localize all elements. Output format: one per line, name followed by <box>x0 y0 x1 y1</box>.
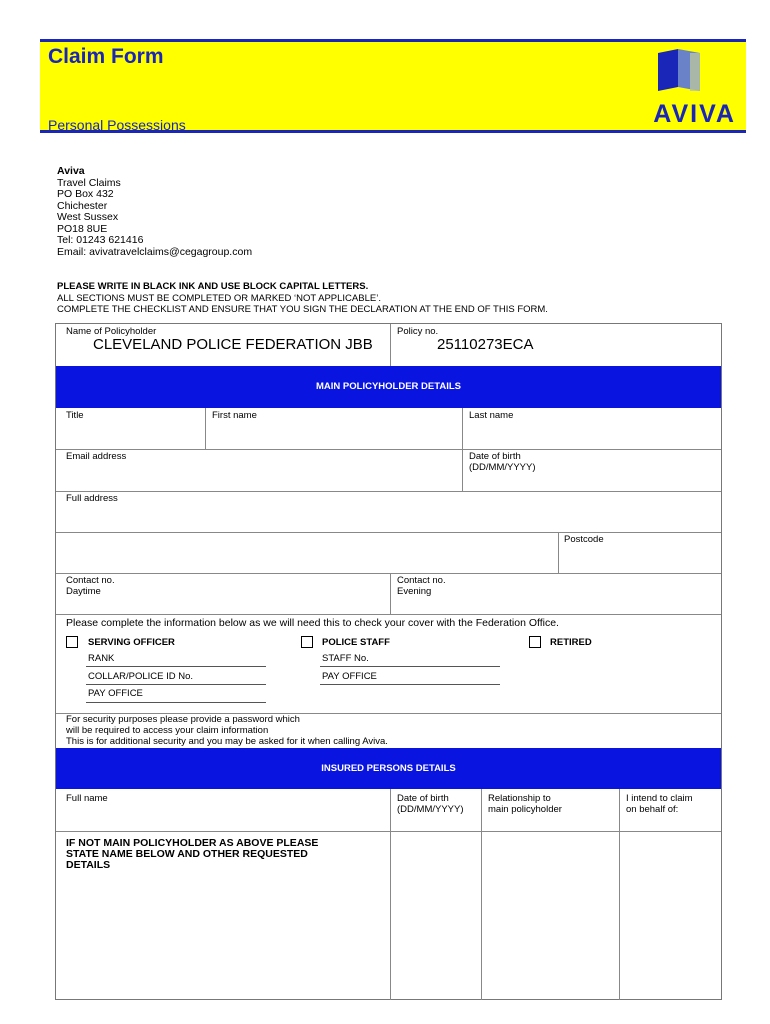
collar-id-field[interactable] <box>86 684 266 685</box>
form-header <box>40 39 746 133</box>
address-company: Aviva <box>57 165 85 177</box>
contact-daytime-sub: Daytime <box>66 586 101 597</box>
first-name-label: First name <box>212 410 257 421</box>
address-line: PO18 8UE <box>57 222 108 235</box>
row-divider <box>56 491 721 492</box>
divider <box>390 789 391 1000</box>
address-line: Travel Claims <box>57 176 121 189</box>
row-divider <box>56 449 721 450</box>
instructions <box>57 281 548 316</box>
policy-number-value[interactable]: 25110273ECA <box>437 336 534 353</box>
insured-note-1: IF NOT MAIN POLICYHOLDER AS ABOVE PLEASE <box>66 837 319 849</box>
serving-officer-checkbox[interactable] <box>66 636 78 648</box>
title-label: Title <box>66 410 84 421</box>
serving-officer-label: SERVING OFFICER <box>88 637 175 648</box>
pay-office-label: PAY OFFICE <box>88 688 143 699</box>
policyholder-value[interactable]: CLEVELAND POLICE FEDERATION JBB <box>93 336 373 353</box>
aviva-logo-text: AVIVA <box>653 100 736 128</box>
insured-dob-label: Date of birth <box>397 793 449 804</box>
collar-id-label: COLLAR/POLICE ID No. <box>88 671 194 682</box>
divider <box>205 408 206 449</box>
retired-checkbox[interactable] <box>529 636 541 648</box>
row-divider <box>56 573 721 574</box>
row-divider <box>56 831 721 832</box>
postcode-label: Postcode <box>564 534 604 545</box>
intend-claim-label: I intend to claim <box>626 793 693 804</box>
relationship-label: Relationship to <box>488 793 551 804</box>
instruction-line-1: PLEASE WRITE IN BLACK INK AND USE BLOCK CAPITAL LETTERS. <box>57 281 369 292</box>
staff-no-label: STAFF No. <box>322 653 369 664</box>
claim-form-table <box>55 323 722 1000</box>
form-subtitle: Personal Possessions <box>48 117 186 133</box>
rank-label: RANK <box>88 653 115 664</box>
divider <box>481 789 482 1000</box>
security-line-2: will be required to access your claim information <box>66 725 269 736</box>
divider <box>390 573 391 614</box>
staff-no-field[interactable] <box>320 666 500 667</box>
police-staff-label: POLICE STAFF <box>322 637 390 648</box>
row-divider <box>56 532 721 533</box>
staff-pay-office-field[interactable] <box>320 684 500 685</box>
main-policyholder-heading: MAIN POLICYHOLDER DETAILS <box>56 366 721 408</box>
address-line: Chichester <box>57 199 108 212</box>
claims-address <box>57 166 252 258</box>
form-title: Claim Form <box>48 45 164 68</box>
divider <box>558 532 559 573</box>
dob-label: Date of birth <box>469 451 521 462</box>
insured-persons-heading: INSURED PERSONS DETAILS <box>56 748 721 789</box>
divider <box>390 324 391 366</box>
security-line-3: This is for additional security and you may be asked for it when calling Aviva. <box>66 736 388 747</box>
dob-format-label: (DD/MM/YYYY) <box>469 462 536 473</box>
federation-intro: Please complete the information below as we will need this to check your cover with the Federation Office. <box>66 617 559 629</box>
last-name-label: Last name <box>469 410 514 421</box>
rank-field[interactable] <box>86 666 266 667</box>
insured-dob-format: (DD/MM/YYYY) <box>397 804 464 815</box>
police-staff-checkbox[interactable] <box>301 636 313 648</box>
insured-note-3: DETAILS <box>66 859 111 871</box>
intend-claim-sub: on behalf of: <box>626 804 679 815</box>
address-line: West Sussex <box>57 211 119 223</box>
contact-evening-label: Contact no. <box>397 575 446 586</box>
row-divider <box>56 614 721 615</box>
policy-number-label: Policy no. <box>397 326 439 337</box>
instruction-line-3: COMPLETE THE CHECKLIST AND ENSURE THAT YOU SIGN THE DECLARATION AT THE END OF THIS FORM. <box>57 304 548 315</box>
instruction-line-2: ALL SECTIONS MUST BE COMPLETED OR MARKED ‘NOT APPLICABLE’. <box>57 292 381 304</box>
security-line-1: For security purposes please provide a password which <box>66 714 300 725</box>
staff-pay-office-label: PAY OFFICE <box>322 671 377 682</box>
policyholder-label: Name of Policyholder <box>66 326 157 337</box>
insured-full-name-label: Full name <box>66 793 108 804</box>
divider <box>619 789 620 1000</box>
address-email: Email: avivatravelclaims@cegagroup.com <box>57 245 253 258</box>
contact-evening-sub: Evening <box>397 586 432 597</box>
retired-label: RETIRED <box>550 637 592 648</box>
address-phone: Tel: 01243 621416 <box>57 234 144 246</box>
email-label: Email address <box>66 451 127 462</box>
aviva-flag-icon <box>656 47 704 95</box>
address-line: PO Box 432 <box>57 188 114 200</box>
insured-note-2: STATE NAME BELOW AND OTHER REQUESTED <box>66 848 308 860</box>
relationship-sub: main policyholder <box>488 804 562 815</box>
full-address-label: Full address <box>66 493 118 504</box>
contact-daytime-label: Contact no. <box>66 575 115 586</box>
pay-office-field[interactable] <box>86 702 266 703</box>
